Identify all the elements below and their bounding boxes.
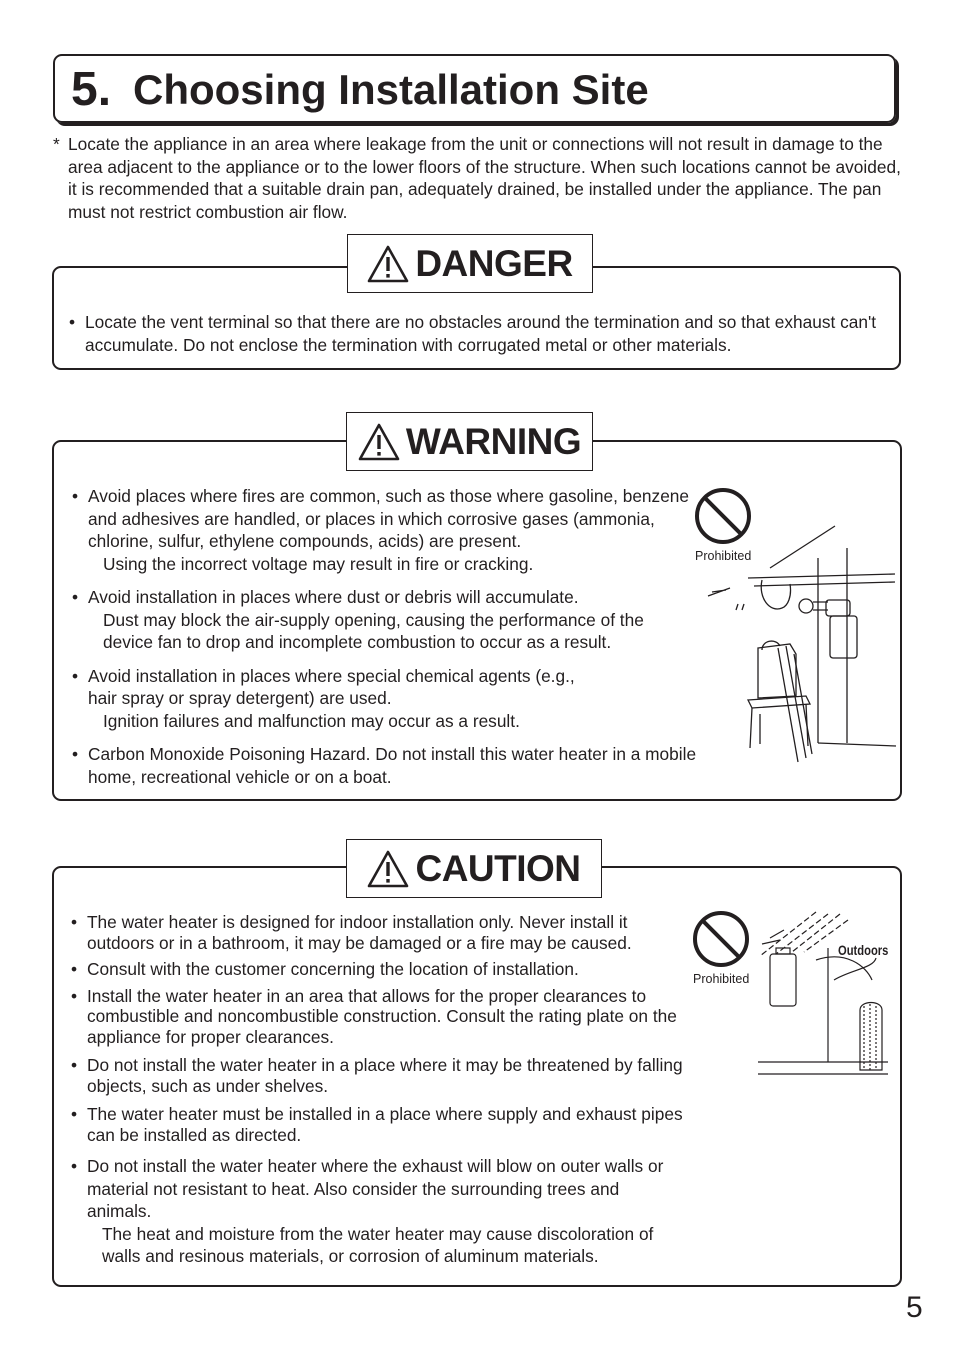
warning-triangle-icon xyxy=(367,245,409,283)
list-item-text: Avoid installation in places where dust or debris will accumulate. xyxy=(88,587,579,607)
page-title: Choosing Installation Site xyxy=(133,66,649,113)
intro-text: Locate the appliance in an area where leakage from the unit or connections will not result in damage to the area adjacent to the appliance or to the lower floors of the structure. When such locations cannot be avoided, it is recommended that a suitable drain pan, adequately drained, be installed under the appliance. The pan must not restrict combustion air flow. xyxy=(68,134,901,222)
danger-label xyxy=(347,234,593,293)
caution-label xyxy=(346,839,602,898)
danger-word: DANGER xyxy=(415,243,573,284)
list-item-text: Avoid installation in places where special chemical agents (e.g., hair spray or spray detergent) are used. xyxy=(88,665,575,708)
list-item xyxy=(71,986,689,1048)
caution-word: CAUTION xyxy=(415,848,581,889)
section-number: 5. xyxy=(71,63,112,116)
warning-word: WARNING xyxy=(405,421,582,462)
list-item xyxy=(72,485,697,575)
prohibited-label: Prohibited xyxy=(693,972,750,986)
list-item-text: Install the water heater in an area that allows for the proper clearances to combustible and noncombustible construction. Consult the rating plate on the appliance for proper clearances. xyxy=(87,985,677,1047)
list-item xyxy=(71,1055,689,1096)
list-item-text: The water heater must be installed in a place where supply and exhaust pipes can be installed as directed. xyxy=(87,1104,683,1145)
caution-list xyxy=(71,912,689,1268)
list-item-note: The heat and moisture from the water heater may cause discoloration of walls and resinous materials, or corrosion of aluminum materials. xyxy=(102,1223,654,1266)
list-item-text: The water heater is designed for indoor installation only. Never install it outdoors or in a bathroom, it may be damaged or a fire may be caused. xyxy=(87,912,632,953)
list-item xyxy=(72,743,697,788)
outdoors-label: Outdoors xyxy=(838,942,889,958)
list-item-text: Do not install the water heater where the exhaust will blow on outer walls or material not resistant to heat. Also consider the surrounding trees and animals. xyxy=(87,1156,664,1221)
warning-triangle-icon xyxy=(358,423,400,461)
warning-list xyxy=(72,485,697,788)
warning-label xyxy=(346,412,593,471)
intro-note xyxy=(53,133,903,223)
list-item xyxy=(71,1155,677,1268)
warning-triangle-icon xyxy=(367,850,409,888)
list-item xyxy=(71,912,689,953)
flammable-location-illustration xyxy=(700,518,898,764)
outdoor-installation-illustration xyxy=(756,910,896,1082)
intro-marker: * xyxy=(53,134,60,154)
list-item xyxy=(71,1104,689,1145)
list-item-text: Avoid places where fires are common, such as those where gasoline, benzene and adhesives are handled, or places in which corrosive gases (ammonia, chlorine, sulfur, ethylene compounds, acids) are present. xyxy=(88,486,690,551)
prohibited-label: Prohibited xyxy=(695,549,752,563)
list-item-text: Consult with the customer concerning the location of installation. xyxy=(87,959,579,979)
list-item xyxy=(72,665,598,733)
list-item xyxy=(72,586,697,654)
list-item-note: Ignition failures and malfunction may occur as a result. xyxy=(103,710,520,731)
list-item xyxy=(71,959,689,980)
list-item-note: Using the incorrect voltage may result in fire or cracking. xyxy=(103,553,534,574)
list-item: • Locate the vent terminal so that there are no obstacles around the termination and so that exhaust can't accumulate. Do not enclose the termination with corrugated metal or other materials. xyxy=(69,311,889,356)
list-item-text: Do not install the water heater in a place where it may be threatened by falling objects, such as under shelves. xyxy=(87,1055,683,1096)
page-number: 5 xyxy=(906,1291,923,1324)
danger-list xyxy=(69,311,889,356)
prohibited-icon xyxy=(692,910,750,968)
list-item-text: Carbon Monoxide Poisoning Hazard. Do not install this water heater in a mobile home, recreational vehicle or on a boat. xyxy=(88,744,697,787)
list-item-note: Dust may block the air-supply opening, causing the performance of the device fan to drop and incomplete combustion to occur as a result. xyxy=(103,609,644,652)
